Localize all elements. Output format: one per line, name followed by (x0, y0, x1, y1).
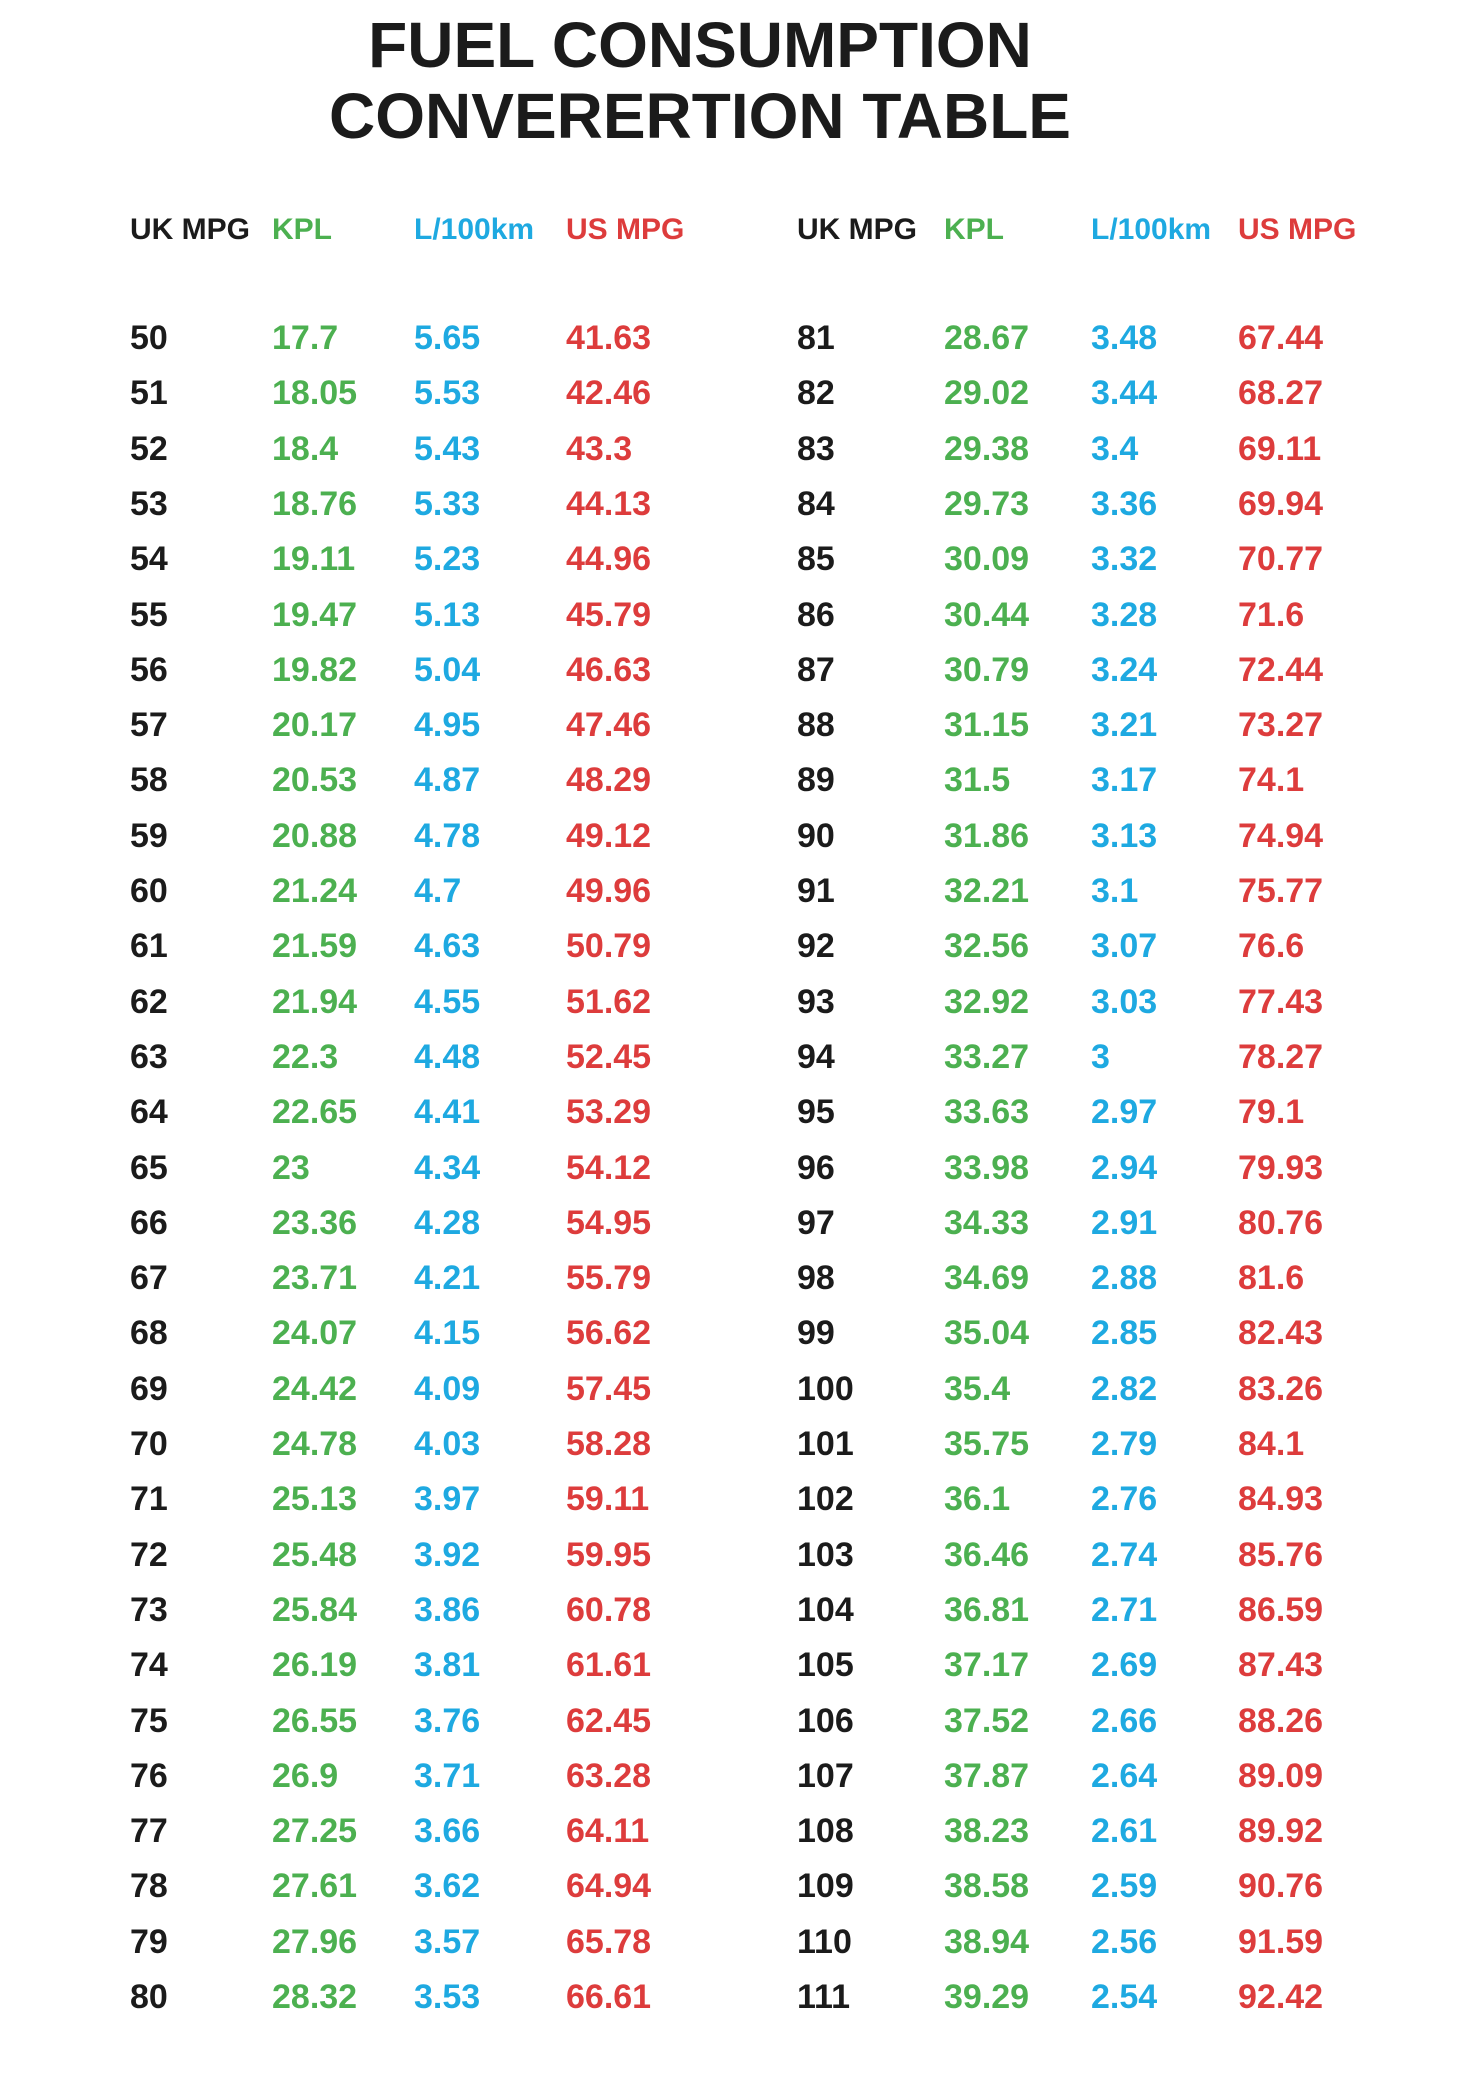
left-cell-kpl: 24.42 (272, 1369, 358, 1408)
left-cell-us-mpg: 63.28 (566, 1756, 652, 1795)
right-cell-us-mpg: 90.76 (1238, 1867, 1324, 1906)
left-cell-l-100km: 3.71 (414, 1756, 481, 1795)
left-cell-us-mpg: 41.63 (566, 319, 652, 357)
right-cell-l-100km: 2.54 (1091, 1978, 1158, 2016)
left-cell-l-100km: 3.62 (414, 1867, 481, 1906)
right-cell-uk-mpg: 109 (797, 1867, 854, 1906)
right-cell-uk-mpg: 107 (797, 1756, 854, 1795)
right-cell-us-mpg: 76.6 (1238, 927, 1305, 966)
left-cell-uk-mpg: 73 (130, 1590, 168, 1629)
right-cell-l-100km: 3 (1091, 1037, 1110, 1076)
left-cell-uk-mpg: 75 (130, 1701, 168, 1740)
right-cell-uk-mpg: 88 (797, 706, 835, 745)
left-cell-us-mpg: 53.29 (566, 1093, 652, 1132)
left-cell-uk-mpg: 71 (130, 1480, 168, 1519)
right-cell-l-100km: 2.91 (1091, 1203, 1158, 1242)
left-cell-l-100km: 4.63 (414, 927, 481, 966)
right-cell-uk-mpg: 89 (797, 761, 835, 800)
right-cell-uk-mpg: 103 (797, 1535, 854, 1574)
left-cell-l-100km: 5.04 (414, 650, 481, 689)
left-cell-us-mpg: 54.12 (566, 1148, 652, 1187)
left-cell-uk-mpg: 77 (130, 1812, 168, 1851)
left-header-kpl: KPL (272, 213, 332, 246)
left-cell-kpl: 26.19 (272, 1646, 358, 1685)
right-cell-us-mpg: 74.94 (1238, 816, 1324, 855)
left-cell-l-100km: 3.92 (414, 1535, 481, 1574)
left-cell-kpl: 27.25 (272, 1812, 358, 1851)
right-cell-us-mpg: 87.43 (1238, 1646, 1324, 1685)
right-cell-l-100km: 3.4 (1091, 429, 1139, 468)
right-cell-kpl: 30.79 (944, 650, 1030, 689)
page-title-line-1: FUEL CONSUMPTION (368, 9, 1032, 81)
right-cell-uk-mpg: 106 (797, 1701, 854, 1740)
left-cell-l-100km: 3.76 (414, 1701, 481, 1740)
right-cell-us-mpg: 80.76 (1238, 1203, 1324, 1242)
left-cell-uk-mpg: 74 (130, 1646, 168, 1685)
right-cell-uk-mpg: 99 (797, 1314, 835, 1353)
left-cell-l-100km: 4.09 (414, 1369, 481, 1408)
right-cell-us-mpg: 79.93 (1238, 1148, 1324, 1187)
right-cell-kpl: 29.73 (944, 484, 1030, 523)
right-cell-uk-mpg: 100 (797, 1369, 854, 1408)
left-cell-us-mpg: 56.62 (566, 1314, 652, 1353)
right-cell-l-100km: 2.97 (1091, 1093, 1158, 1132)
left-cell-uk-mpg: 66 (130, 1203, 168, 1242)
right-cell-us-mpg: 88.26 (1238, 1701, 1324, 1740)
right-cell-kpl: 30.44 (944, 595, 1030, 634)
left-cell-kpl: 17.7 (272, 319, 339, 357)
right-cell-kpl: 34.69 (944, 1259, 1030, 1298)
right-cell-uk-mpg: 85 (797, 540, 835, 579)
right-cell-kpl: 38.58 (944, 1867, 1030, 1906)
left-cell-uk-mpg: 53 (130, 484, 168, 523)
right-cell-uk-mpg: 86 (797, 595, 835, 634)
left-cell-uk-mpg: 54 (130, 540, 168, 579)
left-cell-l-100km: 5.13 (414, 595, 481, 634)
right-cell-kpl: 29.02 (944, 374, 1030, 413)
left-cell-kpl: 27.96 (272, 1922, 358, 1961)
right-cell-us-mpg: 75.77 (1238, 872, 1324, 910)
right-cell-kpl: 36.1 (944, 1480, 1011, 1519)
left-cell-us-mpg: 59.95 (566, 1535, 652, 1574)
left-cell-kpl: 25.84 (272, 1590, 358, 1629)
right-cell-us-mpg: 77.43 (1238, 982, 1324, 1021)
right-cell-l-100km: 3.13 (1091, 816, 1158, 855)
left-cell-l-100km: 5.33 (414, 484, 481, 523)
right-cell-l-100km: 3.1 (1091, 872, 1139, 910)
left-cell-us-mpg: 48.29 (566, 761, 652, 800)
left-cell-us-mpg: 49.12 (566, 816, 652, 855)
left-cell-us-mpg: 58.28 (566, 1425, 652, 1463)
left-cell-kpl: 18.4 (272, 429, 339, 468)
left-cell-us-mpg: 64.11 (566, 1812, 650, 1851)
right-cell-kpl: 29.38 (944, 429, 1030, 468)
right-cell-uk-mpg: 111 (797, 1978, 850, 2016)
left-cell-uk-mpg: 65 (130, 1148, 168, 1187)
right-cell-kpl: 35.04 (944, 1314, 1030, 1353)
left-cell-kpl: 21.24 (272, 872, 358, 910)
right-cell-l-100km: 2.94 (1091, 1148, 1158, 1187)
left-cell-uk-mpg: 51 (130, 374, 168, 413)
left-cell-kpl: 21.59 (272, 927, 358, 966)
right-cell-us-mpg: 83.26 (1238, 1369, 1324, 1408)
right-cell-uk-mpg: 93 (797, 982, 835, 1021)
left-cell-us-mpg: 57.45 (566, 1369, 652, 1408)
right-cell-l-100km: 2.79 (1091, 1425, 1158, 1463)
left-cell-uk-mpg: 80 (130, 1978, 168, 2016)
right-cell-us-mpg: 69.11 (1238, 429, 1322, 468)
left-cell-kpl: 20.17 (272, 706, 358, 745)
right-cell-l-100km: 3.17 (1091, 761, 1158, 800)
right-cell-kpl: 38.23 (944, 1812, 1030, 1851)
right-cell-uk-mpg: 95 (797, 1093, 835, 1132)
right-cell-kpl: 37.52 (944, 1701, 1030, 1740)
left-cell-l-100km: 4.34 (414, 1148, 481, 1187)
right-cell-uk-mpg: 84 (797, 484, 835, 523)
right-cell-l-100km: 2.76 (1091, 1480, 1158, 1519)
left-cell-us-mpg: 66.61 (566, 1978, 652, 2016)
left-cell-uk-mpg: 58 (130, 761, 168, 800)
left-header-l-100km: L/100km (414, 213, 535, 246)
right-cell-us-mpg: 67.44 (1238, 319, 1324, 357)
right-cell-us-mpg: 74.1 (1238, 761, 1305, 800)
right-cell-kpl: 39.29 (944, 1978, 1030, 2016)
left-cell-uk-mpg: 76 (130, 1756, 168, 1795)
left-cell-l-100km: 4.87 (414, 761, 481, 800)
right-cell-kpl: 37.87 (944, 1756, 1030, 1795)
left-cell-l-100km: 3.57 (414, 1922, 481, 1961)
left-cell-kpl: 23 (272, 1148, 310, 1187)
right-cell-l-100km: 2.82 (1091, 1369, 1158, 1408)
right-cell-us-mpg: 72.44 (1238, 650, 1324, 689)
right-cell-us-mpg: 85.76 (1238, 1535, 1324, 1574)
left-cell-us-mpg: 55.79 (566, 1259, 652, 1298)
right-cell-us-mpg: 78.27 (1238, 1037, 1324, 1076)
left-cell-kpl: 24.07 (272, 1314, 358, 1353)
right-cell-us-mpg: 70.77 (1238, 540, 1324, 579)
right-cell-uk-mpg: 97 (797, 1203, 835, 1242)
left-cell-us-mpg: 42.46 (566, 374, 652, 413)
right-header-us-mpg: US MPG (1238, 213, 1357, 246)
left-cell-l-100km: 4.7 (414, 872, 462, 910)
right-cell-us-mpg: 89.92 (1238, 1812, 1324, 1851)
left-cell-uk-mpg: 79 (130, 1922, 168, 1961)
left-cell-uk-mpg: 67 (130, 1259, 168, 1298)
left-cell-uk-mpg: 52 (130, 429, 168, 468)
left-cell-l-100km: 3.66 (414, 1812, 481, 1851)
right-cell-uk-mpg: 91 (797, 872, 835, 910)
left-cell-kpl: 18.05 (272, 374, 358, 413)
right-cell-uk-mpg: 108 (797, 1812, 854, 1851)
right-cell-us-mpg: 84.1 (1238, 1425, 1305, 1463)
right-cell-l-100km: 3.07 (1091, 927, 1158, 966)
right-cell-l-100km: 2.64 (1091, 1756, 1158, 1795)
left-cell-l-100km: 4.28 (414, 1203, 481, 1242)
left-cell-kpl: 23.36 (272, 1203, 358, 1242)
right-cell-l-100km: 3.36 (1091, 484, 1158, 523)
right-cell-l-100km: 3.48 (1091, 319, 1158, 357)
left-cell-l-100km: 3.97 (414, 1480, 481, 1519)
right-cell-kpl: 38.94 (944, 1922, 1030, 1961)
left-cell-uk-mpg: 70 (130, 1425, 168, 1463)
right-cell-kpl: 31.86 (944, 816, 1030, 855)
left-cell-kpl: 19.47 (272, 595, 358, 634)
left-cell-l-100km: 4.15 (414, 1314, 481, 1353)
right-cell-uk-mpg: 83 (797, 429, 835, 468)
left-cell-uk-mpg: 69 (130, 1369, 168, 1408)
left-cell-kpl: 26.55 (272, 1701, 358, 1740)
left-cell-l-100km: 4.41 (414, 1093, 481, 1132)
left-cell-kpl: 24.78 (272, 1425, 358, 1463)
left-cell-kpl: 18.76 (272, 484, 358, 523)
left-cell-us-mpg: 51.62 (566, 982, 652, 1021)
right-cell-kpl: 35.75 (944, 1425, 1030, 1463)
right-cell-kpl: 32.92 (944, 982, 1030, 1021)
left-cell-us-mpg: 60.78 (566, 1590, 652, 1629)
left-cell-kpl: 22.65 (272, 1093, 358, 1132)
right-cell-kpl: 33.98 (944, 1148, 1030, 1187)
right-header-kpl: KPL (944, 213, 1004, 246)
left-cell-kpl: 21.94 (272, 982, 358, 1021)
left-cell-uk-mpg: 63 (130, 1037, 168, 1076)
right-cell-l-100km: 3.28 (1091, 595, 1158, 634)
right-cell-us-mpg: 82.43 (1238, 1314, 1324, 1353)
left-cell-uk-mpg: 55 (130, 595, 168, 634)
left-header-us-mpg: US MPG (566, 213, 685, 246)
left-cell-us-mpg: 47.46 (566, 706, 652, 745)
left-cell-us-mpg: 46.63 (566, 650, 652, 689)
right-cell-uk-mpg: 110 (797, 1922, 852, 1961)
left-cell-uk-mpg: 57 (130, 706, 168, 745)
left-cell-uk-mpg: 59 (130, 816, 168, 855)
right-cell-l-100km: 3.21 (1091, 706, 1158, 745)
right-cell-uk-mpg: 90 (797, 816, 835, 855)
left-cell-us-mpg: 43.3 (566, 429, 633, 468)
right-cell-us-mpg: 69.94 (1238, 484, 1324, 523)
left-cell-uk-mpg: 60 (130, 872, 168, 910)
right-cell-uk-mpg: 82 (797, 374, 835, 413)
left-cell-us-mpg: 52.45 (566, 1037, 652, 1076)
right-cell-us-mpg: 86.59 (1238, 1590, 1324, 1629)
right-header-l-100km: L/100km (1091, 213, 1212, 246)
right-cell-l-100km: 3.44 (1091, 374, 1158, 413)
left-cell-uk-mpg: 64 (130, 1093, 168, 1132)
left-cell-uk-mpg: 56 (130, 650, 168, 689)
left-cell-kpl: 19.11 (272, 540, 356, 579)
right-cell-us-mpg: 71.6 (1238, 595, 1305, 634)
right-cell-l-100km: 2.88 (1091, 1259, 1158, 1298)
left-cell-kpl: 26.9 (272, 1756, 339, 1795)
right-cell-l-100km: 2.74 (1091, 1535, 1158, 1574)
right-cell-kpl: 36.46 (944, 1535, 1030, 1574)
left-cell-l-100km: 4.95 (414, 706, 481, 745)
right-cell-l-100km: 2.69 (1091, 1646, 1158, 1685)
left-cell-l-100km: 3.86 (414, 1590, 481, 1629)
right-cell-l-100km: 2.59 (1091, 1867, 1158, 1906)
right-cell-kpl: 31.15 (944, 706, 1030, 745)
left-cell-kpl: 27.61 (272, 1867, 358, 1906)
left-cell-kpl: 20.53 (272, 761, 358, 800)
left-cell-l-100km: 4.03 (414, 1425, 481, 1463)
right-cell-kpl: 36.81 (944, 1590, 1030, 1629)
left-cell-us-mpg: 44.13 (566, 484, 652, 523)
left-cell-kpl: 20.88 (272, 816, 358, 855)
left-cell-kpl: 22.3 (272, 1037, 339, 1076)
right-cell-l-100km: 2.85 (1091, 1314, 1158, 1353)
left-cell-l-100km: 5.65 (414, 319, 481, 357)
left-cell-kpl: 19.82 (272, 650, 358, 689)
left-cell-us-mpg: 61.61 (566, 1646, 652, 1685)
left-cell-us-mpg: 62.45 (566, 1701, 652, 1740)
right-cell-kpl: 32.56 (944, 927, 1030, 966)
left-cell-kpl: 25.13 (272, 1480, 358, 1519)
left-cell-l-100km: 3.81 (414, 1646, 481, 1685)
left-cell-us-mpg: 45.79 (566, 595, 652, 634)
left-cell-us-mpg: 59.11 (566, 1480, 650, 1519)
left-header-uk-mpg: UK MPG (130, 213, 250, 246)
left-cell-uk-mpg: 61 (130, 927, 168, 966)
right-cell-kpl: 34.33 (944, 1203, 1030, 1242)
right-cell-us-mpg: 81.6 (1238, 1259, 1305, 1298)
right-cell-us-mpg: 89.09 (1238, 1756, 1324, 1795)
left-cell-uk-mpg: 68 (130, 1314, 168, 1353)
left-cell-kpl: 25.48 (272, 1535, 358, 1574)
left-cell-uk-mpg: 62 (130, 982, 168, 1021)
right-cell-kpl: 31.5 (944, 761, 1011, 800)
left-cell-l-100km: 4.55 (414, 982, 481, 1021)
right-cell-uk-mpg: 102 (797, 1480, 854, 1519)
right-cell-us-mpg: 73.27 (1238, 706, 1324, 745)
right-cell-l-100km: 2.71 (1091, 1590, 1158, 1629)
right-cell-kpl: 32.21 (944, 872, 1030, 910)
right-cell-l-100km: 2.56 (1091, 1922, 1158, 1961)
right-cell-uk-mpg: 94 (797, 1037, 835, 1076)
left-cell-us-mpg: 49.96 (566, 872, 652, 910)
right-cell-l-100km: 3.32 (1091, 540, 1158, 579)
left-cell-l-100km: 4.21 (414, 1259, 481, 1298)
left-cell-l-100km: 5.43 (414, 429, 481, 468)
right-cell-kpl: 33.27 (944, 1037, 1030, 1076)
right-cell-us-mpg: 84.93 (1238, 1480, 1324, 1519)
right-cell-l-100km: 3.03 (1091, 982, 1158, 1021)
right-cell-kpl: 30.09 (944, 540, 1030, 579)
left-cell-kpl: 28.32 (272, 1978, 358, 2016)
right-cell-us-mpg: 79.1 (1238, 1093, 1305, 1132)
right-cell-uk-mpg: 98 (797, 1259, 835, 1298)
right-cell-us-mpg: 68.27 (1238, 374, 1324, 413)
right-cell-uk-mpg: 81 (797, 319, 835, 357)
right-header-uk-mpg: UK MPG (797, 213, 917, 246)
left-cell-us-mpg: 65.78 (566, 1922, 652, 1961)
left-cell-kpl: 23.71 (272, 1259, 358, 1298)
left-cell-us-mpg: 54.95 (566, 1203, 652, 1242)
left-cell-us-mpg: 64.94 (566, 1867, 652, 1906)
right-cell-us-mpg: 92.42 (1238, 1978, 1324, 2016)
left-cell-us-mpg: 44.96 (566, 540, 652, 579)
left-cell-uk-mpg: 50 (130, 319, 168, 357)
left-cell-us-mpg: 50.79 (566, 927, 652, 966)
right-cell-uk-mpg: 92 (797, 927, 835, 966)
left-cell-uk-mpg: 72 (130, 1535, 168, 1574)
right-cell-l-100km: 2.66 (1091, 1701, 1158, 1740)
right-cell-l-100km: 3.24 (1091, 650, 1158, 689)
left-cell-l-100km: 4.48 (414, 1037, 481, 1076)
right-cell-uk-mpg: 96 (797, 1148, 835, 1187)
right-cell-kpl: 28.67 (944, 319, 1030, 357)
right-cell-kpl: 37.17 (944, 1646, 1030, 1685)
page-title-line-2: CONVERERTION TABLE (329, 80, 1071, 152)
left-cell-l-100km: 5.23 (414, 540, 481, 579)
left-cell-l-100km: 3.53 (414, 1978, 481, 2016)
left-cell-l-100km: 5.53 (414, 374, 481, 413)
right-cell-uk-mpg: 101 (797, 1425, 854, 1463)
left-cell-uk-mpg: 78 (130, 1867, 168, 1906)
right-cell-uk-mpg: 104 (797, 1590, 854, 1629)
right-cell-kpl: 33.63 (944, 1093, 1030, 1132)
left-cell-l-100km: 4.78 (414, 816, 481, 855)
right-cell-uk-mpg: 105 (797, 1646, 854, 1685)
right-cell-uk-mpg: 87 (797, 650, 835, 689)
right-cell-us-mpg: 91.59 (1238, 1922, 1324, 1961)
right-cell-l-100km: 2.61 (1091, 1812, 1158, 1851)
right-cell-kpl: 35.4 (944, 1369, 1011, 1408)
